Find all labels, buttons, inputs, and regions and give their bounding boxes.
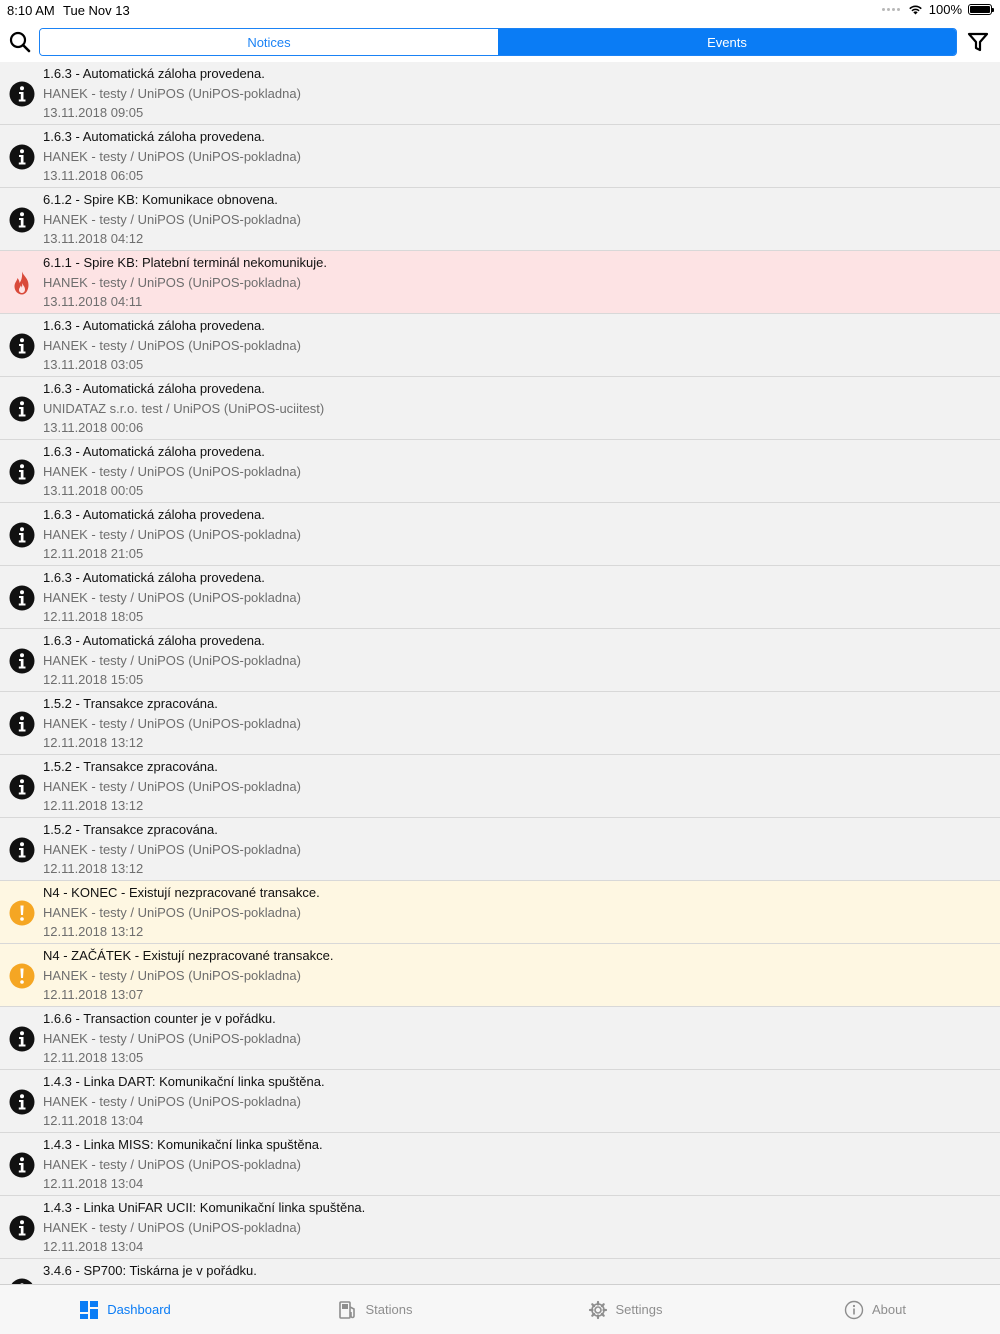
event-timestamp: 12.11.2018 13:12 (43, 798, 144, 813)
event-list[interactable] (0, 62, 1000, 1284)
info-icon (9, 1215, 35, 1241)
battery-icon (968, 4, 992, 15)
event-timestamp: 13.11.2018 06:05 (43, 168, 144, 183)
info-circle-icon (844, 1300, 864, 1320)
tab-bar (0, 1284, 1000, 1334)
event-source: HANEK - testy / UniPOS (UniPOS-pokladna) (43, 1094, 301, 1109)
event-row[interactable] (0, 503, 1000, 566)
event-title: 1.4.3 - Linka DART: Komunikační linka spuštěna. (43, 1074, 325, 1089)
event-source: HANEK - testy / UniPOS (UniPOS-pokladna) (43, 527, 301, 542)
status-time: 8:10 AM (7, 3, 55, 18)
tab-settings[interactable] (500, 1285, 750, 1334)
event-row[interactable] (0, 944, 1000, 1007)
segment-notices[interactable]: Notices (40, 29, 498, 55)
event-source: HANEK - testy / UniPOS (UniPOS-pokladna) (43, 905, 301, 920)
event-title: 1.6.3 - Automatická záloha provedena. (43, 129, 265, 144)
event-title: 1.5.2 - Transakce zpracována. (43, 696, 218, 711)
info-icon (9, 1089, 35, 1115)
event-row[interactable] (0, 1196, 1000, 1259)
info-icon (9, 585, 35, 611)
event-title: 1.4.3 - Linka UniFAR UCII: Komunikační linka spuštěna. (43, 1200, 366, 1215)
info-icon (9, 144, 35, 170)
event-timestamp: 12.11.2018 13:12 (43, 861, 144, 876)
event-source: HANEK - testy / UniPOS (UniPOS-pokladna) (43, 338, 301, 353)
event-row[interactable] (0, 188, 1000, 251)
event-source: HANEK - testy / UniPOS (UniPOS-pokladna) (43, 968, 301, 983)
event-title: 3.4.6 - SP700: Tiskárna je v pořádku. (43, 1263, 257, 1278)
event-row[interactable] (0, 62, 1000, 125)
event-row[interactable] (0, 755, 1000, 818)
filter-icon[interactable] (966, 30, 990, 54)
warning-icon (9, 900, 35, 926)
search-icon[interactable] (8, 30, 32, 54)
event-timestamp: 12.11.2018 13:04 (43, 1239, 144, 1254)
event-row[interactable] (0, 881, 1000, 944)
info-icon (9, 1026, 35, 1052)
event-title: 1.6.3 - Automatická záloha provedena. (43, 570, 265, 585)
fuel-pump-icon (338, 1300, 358, 1320)
event-source: HANEK - testy / UniPOS (UniPOS-pokladna) (43, 149, 301, 164)
event-title: 1.6.6 - Transaction counter je v pořádku. (43, 1011, 276, 1026)
event-row[interactable] (0, 440, 1000, 503)
event-title: 1.6.3 - Automatická záloha provedena. (43, 318, 265, 333)
event-timestamp: 12.11.2018 13:12 (43, 924, 144, 939)
event-source: HANEK - testy / UniPOS (UniPOS-pokladna) (43, 842, 301, 857)
event-row[interactable] (0, 692, 1000, 755)
event-source: HANEK - testy / UniPOS (UniPOS-pokladna) (43, 779, 301, 794)
event-row[interactable] (0, 125, 1000, 188)
event-title: N4 - KONEC - Existují nezpracované transakce. (43, 885, 320, 900)
event-source: HANEK - testy / UniPOS (UniPOS-pokladna) (43, 464, 301, 479)
event-timestamp: 12.11.2018 15:05 (43, 672, 144, 687)
info-icon (9, 333, 35, 359)
info-icon (9, 522, 35, 548)
event-title: 1.6.3 - Automatická záloha provedena. (43, 66, 265, 81)
info-icon (9, 648, 35, 674)
event-row[interactable] (0, 1007, 1000, 1070)
event-title: 1.6.3 - Automatická záloha provedena. (43, 507, 265, 522)
info-icon (9, 459, 35, 485)
event-timestamp: 12.11.2018 13:04 (43, 1176, 144, 1191)
info-icon (9, 396, 35, 422)
event-timestamp: 12.11.2018 18:05 (43, 609, 144, 624)
event-row[interactable] (0, 251, 1000, 314)
tab-about-label: About (872, 1302, 906, 1317)
event-row[interactable] (0, 314, 1000, 377)
event-title: 6.1.1 - Spire KB: Platební terminál nekomunikuje. (43, 255, 327, 270)
event-timestamp: 12.11.2018 13:07 (43, 987, 144, 1002)
event-row[interactable] (0, 1070, 1000, 1133)
event-row[interactable] (0, 1133, 1000, 1196)
event-row[interactable] (0, 566, 1000, 629)
info-icon (9, 207, 35, 233)
event-source: HANEK - testy / UniPOS (UniPOS-pokladna) (43, 275, 301, 290)
status-date: Tue Nov 13 (63, 3, 130, 18)
event-timestamp: 12.11.2018 21:05 (43, 546, 144, 561)
segment-events[interactable]: Events (498, 29, 956, 55)
event-timestamp: 13.11.2018 04:12 (43, 231, 144, 246)
event-source: HANEK - testy / UniPOS (UniPOS-pokladna) (43, 716, 301, 731)
gear-icon (588, 1300, 608, 1320)
toolbar (0, 22, 1000, 62)
event-row[interactable] (0, 818, 1000, 881)
event-source: HANEK - testy / UniPOS (UniPOS-pokladna) (43, 590, 301, 605)
event-timestamp: 12.11.2018 13:04 (43, 1113, 144, 1128)
segmented-control (39, 28, 957, 56)
event-row[interactable] (0, 1259, 1000, 1284)
event-title: 1.6.3 - Automatická záloha provedena. (43, 633, 265, 648)
event-source: HANEK - testy / UniPOS (UniPOS-pokladna) (43, 1157, 301, 1172)
info-icon (9, 774, 35, 800)
event-timestamp: 12.11.2018 13:12 (43, 735, 144, 750)
tab-dashboard-label: Dashboard (107, 1302, 171, 1317)
tab-dashboard[interactable] (0, 1285, 250, 1334)
dashboard-icon (79, 1300, 99, 1320)
tab-settings-label: Settings (615, 1302, 663, 1317)
event-timestamp: 12.11.2018 13:05 (43, 1050, 144, 1065)
event-timestamp: 13.11.2018 09:05 (43, 105, 144, 120)
event-timestamp: 13.11.2018 00:06 (43, 420, 144, 435)
event-row[interactable] (0, 377, 1000, 440)
wifi-icon (908, 4, 923, 15)
event-title: 1.5.2 - Transakce zpracována. (43, 822, 218, 837)
status-bar (0, 0, 1000, 22)
tab-stations[interactable] (250, 1285, 500, 1334)
event-title: N4 - ZAČÁTEK - Existují nezpracované transakce. (43, 948, 334, 963)
event-title: 6.1.2 - Spire KB: Komunikace obnovena. (43, 192, 278, 207)
warning-icon (9, 963, 35, 989)
event-source: HANEK - testy / UniPOS (UniPOS-pokladna) (43, 1220, 301, 1235)
event-timestamp: 13.11.2018 03:05 (43, 357, 144, 372)
event-source: HANEK - testy / UniPOS (UniPOS-pokladna) (43, 653, 301, 668)
event-timestamp: 13.11.2018 00:05 (43, 483, 144, 498)
event-title: 1.4.3 - Linka MISS: Komunikační linka spuštěna. (43, 1137, 323, 1152)
info-icon (9, 837, 35, 863)
info-icon (9, 1152, 35, 1178)
event-source: HANEK - testy / UniPOS (UniPOS-pokladna) (43, 86, 301, 101)
fire-icon (9, 270, 35, 296)
cellular-signal-icon (882, 8, 900, 11)
info-icon (9, 711, 35, 737)
event-source: HANEK - testy / UniPOS (UniPOS-pokladna) (43, 1031, 301, 1046)
event-title: 1.6.3 - Automatická záloha provedena. (43, 381, 265, 396)
event-row[interactable] (0, 629, 1000, 692)
status-right (882, 2, 992, 17)
event-title: 1.6.3 - Automatická záloha provedena. (43, 444, 265, 459)
event-timestamp: 13.11.2018 04:11 (43, 294, 143, 309)
tab-stations-label: Stations (365, 1302, 413, 1317)
info-icon (9, 81, 35, 107)
event-source: UNIDATAZ s.r.o. test / UniPOS (UniPOS-uciitest) (43, 401, 325, 416)
battery-percent: 100% (928, 2, 962, 17)
event-title: 1.5.2 - Transakce zpracována. (43, 759, 218, 774)
event-source: HANEK - testy / UniPOS (UniPOS-pokladna) (43, 212, 301, 227)
tab-about[interactable] (750, 1285, 1000, 1334)
